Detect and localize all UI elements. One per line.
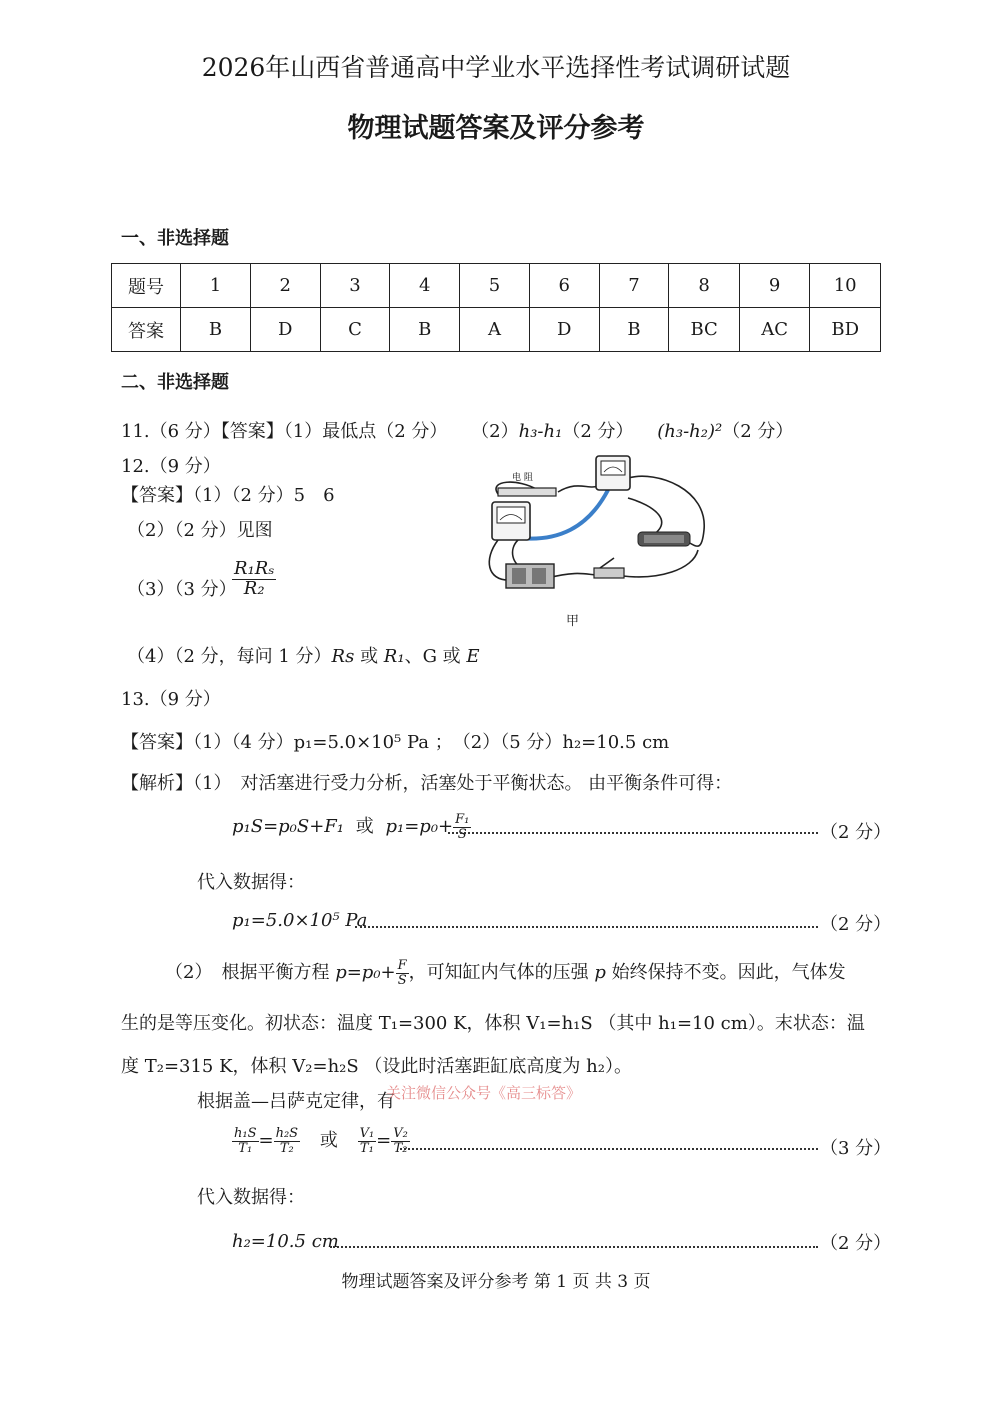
q12-answer-4-e: E bbox=[466, 646, 480, 667]
q11-part3-expr: (h₃-h₂)² bbox=[657, 421, 723, 442]
q12-answer-1: 【答案】（1）（2 分）5 6 bbox=[121, 485, 335, 506]
table-cell: 8 bbox=[669, 264, 740, 308]
eq2-frac-den: T₂ bbox=[393, 1140, 408, 1156]
circuit-figure bbox=[478, 450, 718, 610]
table-cell: 6 bbox=[529, 264, 599, 308]
figure-caption: 甲 bbox=[566, 614, 580, 629]
table-row bbox=[112, 264, 881, 308]
eq1-or: 或 bbox=[355, 816, 374, 837]
eq1-frac-num: F₁ bbox=[455, 811, 470, 827]
fraction-numerator: R₁Rₛ bbox=[234, 558, 275, 579]
p2-line1-c: 始终保持不变。因此，气体发 bbox=[611, 962, 846, 983]
eq1-b: p₁=p₀+ bbox=[385, 816, 454, 837]
table-cell: A bbox=[460, 308, 530, 352]
table-row bbox=[112, 308, 881, 352]
q11-lead: 11.（6 分）【答案】（1）最低点（2 分） bbox=[121, 421, 448, 442]
q12-answer-4-label: （4）（2 分，每问 1 分） bbox=[127, 646, 332, 667]
p2-line1-expr: p=p₀+ bbox=[335, 962, 396, 983]
score-label: （2 分） bbox=[820, 1233, 892, 1254]
q13-analysis: 【解析】（1） 对活塞进行受力分析，活塞处于平衡状态。 由平衡条件可得： bbox=[121, 773, 733, 794]
page-footer: 物理试题答案及评分参考 第 1 页 共 3 页 bbox=[341, 1272, 651, 1292]
eq2-frac-den: T₂ bbox=[279, 1140, 294, 1156]
result1-text: p₁=5.0×10⁵ Pa bbox=[232, 910, 368, 931]
sub-label: 代入数据得： bbox=[197, 1187, 305, 1208]
eq2-or: 或 bbox=[319, 1130, 338, 1151]
eq2-frac-num: h₂S bbox=[275, 1125, 299, 1141]
table-cell: C bbox=[320, 308, 390, 352]
q13-result2 bbox=[232, 1231, 339, 1252]
q12-head: 12.（9 分） bbox=[121, 456, 221, 477]
q12-answer-3-label: （3）（3 分） bbox=[127, 579, 237, 600]
eq1-a: p₁S=p₀S+F₁ bbox=[232, 816, 345, 837]
p2-frac-num: F bbox=[397, 957, 407, 973]
leader-dots bbox=[400, 1148, 818, 1150]
eq2-frac-den: T₁ bbox=[359, 1140, 374, 1156]
resistor-label: 电 阻 bbox=[512, 473, 533, 483]
q12-answer-4-or: 或 bbox=[360, 646, 379, 667]
table-header-cell: 题号 bbox=[112, 264, 181, 308]
table-cell: 9 bbox=[739, 264, 810, 308]
leader-dots bbox=[355, 926, 818, 928]
q13-law: 根据盖—吕萨克定律，有 bbox=[197, 1091, 395, 1112]
fraction-denominator: R₂ bbox=[243, 577, 265, 599]
answer-table bbox=[111, 263, 881, 352]
eq2-frac-den: T₁ bbox=[238, 1140, 253, 1156]
p2-line1-a: （2） 根据平衡方程 bbox=[165, 962, 330, 983]
table-cell: BC bbox=[669, 308, 740, 352]
section2-heading: 二、非选择题 bbox=[121, 372, 229, 393]
eq2-frac-num: h₁S bbox=[234, 1125, 257, 1141]
q12-answer-2: （2）（2 分）见图 bbox=[127, 520, 273, 541]
q12-answer-4 bbox=[127, 642, 480, 668]
q12-answer-4-r1: R₁ bbox=[383, 646, 405, 667]
table-cell: 1 bbox=[181, 264, 251, 308]
eq2-frac-num: V₂ bbox=[393, 1125, 408, 1141]
table-cell: B bbox=[181, 308, 251, 352]
table-cell: 4 bbox=[390, 264, 460, 308]
q13-part2-line1 bbox=[165, 958, 846, 987]
table-cell: B bbox=[390, 308, 460, 352]
score-label: （2 分） bbox=[820, 822, 892, 843]
leader-dots bbox=[448, 832, 818, 834]
result2-text: h₂=10.5 cm bbox=[232, 1231, 339, 1252]
q11-part2-label: （2） bbox=[471, 421, 519, 442]
eq1-frac-den: S bbox=[457, 826, 467, 842]
p2-line1-p: p bbox=[594, 962, 606, 983]
q13-part2-line3: 度 T₂=315 K，体积 V₂=h₂S （设此时活塞距缸底高度为 h₂）。 bbox=[121, 1056, 632, 1077]
score-label: （2 分） bbox=[820, 914, 892, 935]
q13-eq1 bbox=[232, 812, 471, 841]
q11-line bbox=[121, 417, 793, 443]
q13-eq2: $\frac{\text{h₁S}}{\text{T₁}}$ = $\frac{\text{h₂S}}{\text{T₂}}$ 或 $\frac{\text{V₁}}{\text{T₁}}$ = $\frac{\text{V₂}}{\text{T₂}}$ bbox=[234, 1125, 408, 1156]
eq2-frac-num: V₁ bbox=[359, 1125, 375, 1141]
table-header-cell: 答案 bbox=[112, 308, 181, 352]
table-cell: BD bbox=[810, 308, 881, 352]
page-subtitle: 物理试题答案及评分参考 bbox=[347, 113, 645, 144]
q11-part3-score: （2 分） bbox=[722, 421, 794, 442]
q12-answer-4-g: 、G 或 bbox=[404, 646, 461, 667]
switch-icon bbox=[594, 568, 624, 578]
p2-line1-b: ，可知缸内气体的压强 bbox=[408, 962, 589, 983]
q11-part2-score: （2 分） bbox=[562, 421, 634, 442]
q12-answer-3-fraction bbox=[232, 560, 276, 599]
score-label: （3 分） bbox=[820, 1138, 892, 1159]
table-cell: 7 bbox=[599, 264, 669, 308]
q13-part2-line2: 生的是等压变化。初状态：温度 T₁=300 K，体积 V₁=h₁S （其中 h₁=10 cm）。末状态：温 bbox=[121, 1013, 865, 1034]
leader-dots bbox=[330, 1246, 818, 1248]
table-cell: D bbox=[250, 308, 320, 352]
table-cell: 2 bbox=[250, 264, 320, 308]
table-cell: 10 bbox=[810, 264, 881, 308]
p2-frac-den: S bbox=[397, 972, 407, 988]
table-cell: 3 bbox=[320, 264, 390, 308]
q13-result1 bbox=[232, 910, 367, 931]
q13-answer: 【答案】（1）（4 分）p₁=5.0×10⁵ Pa ； （2）（5 分）h₂=10.5 cm bbox=[121, 732, 670, 753]
q11-part2-expr: h₃-h₁ bbox=[518, 421, 563, 442]
table-cell: B bbox=[599, 308, 669, 352]
section1-heading: 一、非选择题 bbox=[121, 228, 229, 249]
q13-head: 13.（9 分） bbox=[121, 689, 221, 710]
table-cell: 5 bbox=[460, 264, 530, 308]
table-cell: D bbox=[529, 308, 599, 352]
table-cell: AC bbox=[739, 308, 810, 352]
page-title: 2026年山西省普通高中学业水平选择性考试调研试题 bbox=[201, 53, 791, 82]
sub-label: 代入数据得： bbox=[197, 872, 305, 893]
watermark: 关注微信公众号《高三标答》 bbox=[386, 1084, 582, 1102]
q12-answer-4-rs: Rs bbox=[331, 646, 355, 667]
